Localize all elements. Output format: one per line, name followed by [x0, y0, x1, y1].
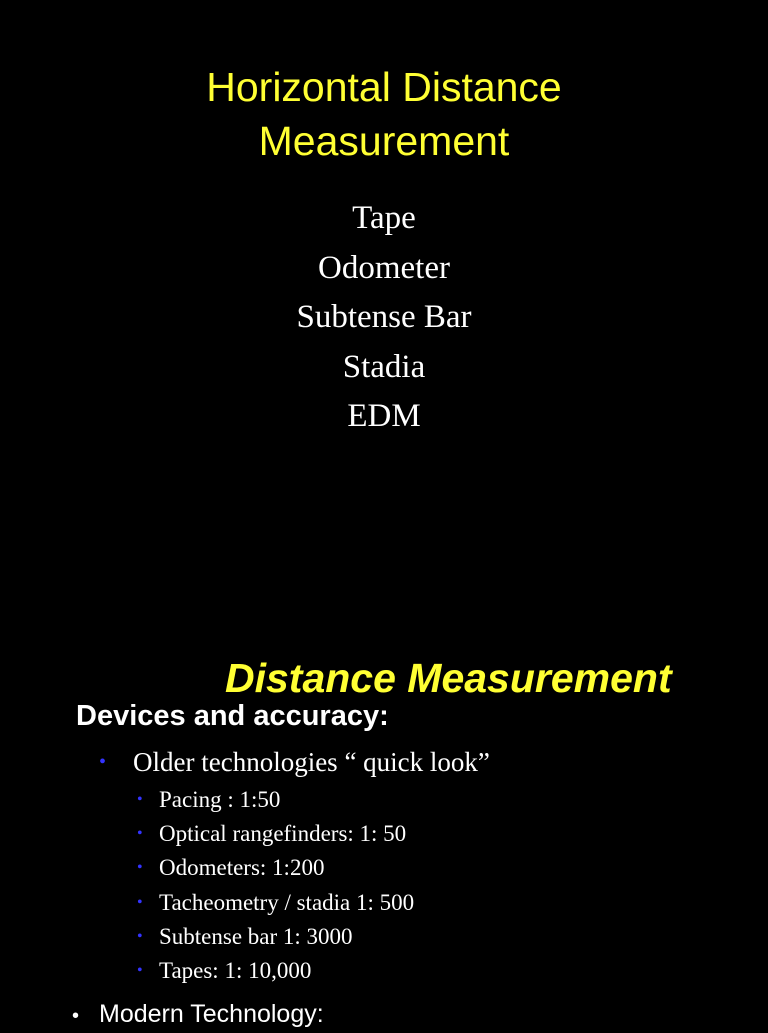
bullet-dot-icon: • — [137, 791, 143, 808]
list-item — [137, 954, 414, 988]
bullet-dot-icon: • — [99, 751, 107, 773]
bullet-dot-icon: • — [72, 1005, 80, 1027]
slide-title-line-2: Measurement — [258, 118, 510, 164]
list-item-text: Odometers: 1:200 — [159, 855, 325, 881]
bullet-modern-technology — [72, 997, 324, 1033]
list-item — [137, 783, 414, 817]
list-item-text: Tacheometry / stadia 1: 500 — [159, 889, 415, 915]
list-item — [137, 886, 414, 920]
list-item-text: Pacing : 1:50 — [159, 787, 281, 812]
bullet-dot-icon: • — [137, 961, 143, 979]
bullet-dot-icon: • — [137, 859, 143, 877]
method-item: Subtense Bar — [296, 299, 472, 335]
bullet-text: Older technologies “ quick look” — [133, 747, 490, 777]
list-item — [137, 851, 414, 885]
accuracy-list — [137, 783, 414, 988]
list-item-text: Tapes: 1: 10,000 — [159, 957, 312, 983]
method-item: Tape — [352, 200, 416, 236]
slide-title — [0, 60, 768, 168]
method-item: Odometer — [318, 249, 450, 286]
slide-distance-measurement — [0, 640, 768, 1028]
bullet-text: Modern Technology: — [99, 1000, 324, 1028]
slide-subheading: Devices and accuracy: — [76, 700, 389, 732]
bullet-dot-icon: • — [137, 927, 143, 945]
bullet-level-1 — [99, 744, 490, 780]
list-item-text: Subtense bar 1: 3000 — [159, 923, 353, 949]
bullet-dot-icon: • — [137, 825, 143, 843]
slide-title: Distance Measurement — [225, 655, 672, 701]
method-item: EDM — [347, 398, 421, 434]
list-item — [137, 920, 414, 954]
list-item-text: Optical rangefinders: 1: 50 — [159, 821, 407, 847]
bullet-dot-icon: • — [137, 893, 143, 911]
list-item — [137, 817, 414, 851]
method-list — [0, 196, 768, 444]
slide-title-line-1: Horizontal Distance — [206, 64, 562, 110]
method-item: Stadia — [342, 348, 426, 385]
